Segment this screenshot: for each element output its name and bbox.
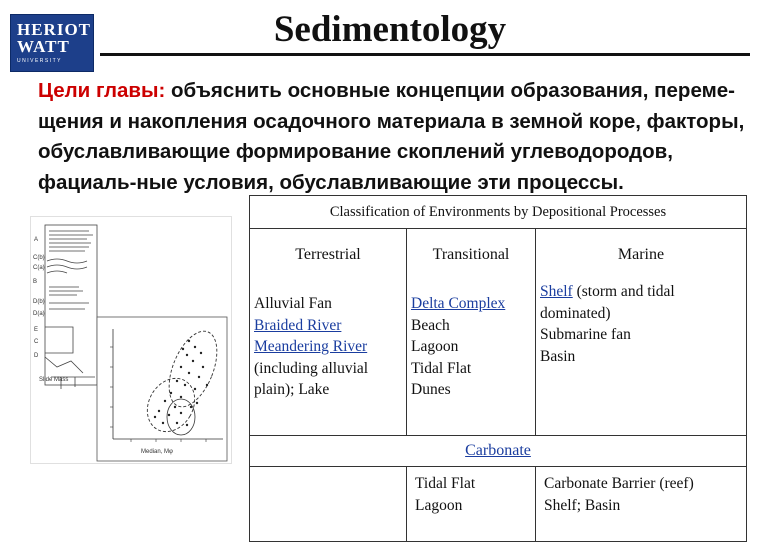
- sediment-diagram: [30, 216, 232, 464]
- env-dunes: Dunes: [411, 381, 451, 398]
- carbonate-transitional-cell: [407, 467, 536, 542]
- env-meandering-river-link[interactable]: Meandering River: [254, 338, 368, 355]
- carb-barrier: Carbonate Barrier (reef): [544, 475, 694, 492]
- chapter-goals-text: объяснить основные концепции образования, переме- щения и накопления осадочного материала в земной коре, факторы, обуславливающие формирование скоплений углеводородов, фациаль-ные условия, обуславливающие эти процессы.: [38, 79, 745, 194]
- env-basin: Basin: [540, 347, 576, 365]
- figure-label-b: B: [33, 279, 38, 285]
- figure-label-da: D(a): [33, 311, 45, 317]
- environment-classification-table: [249, 195, 747, 542]
- sediment-diagram-svg: [31, 217, 231, 463]
- logo-line-2: WATT: [17, 37, 70, 56]
- env-plain-lake: plain); Lake: [254, 381, 330, 398]
- scatter-panel: [97, 317, 227, 461]
- marine-cell: [536, 281, 747, 436]
- env-alluvial-fan: Alluvial Fan: [254, 295, 332, 312]
- chapter-goals-paragraph: [38, 76, 758, 198]
- env-tidal-flat: Tidal Flat: [411, 359, 472, 377]
- figure-label-cb: C(b): [33, 255, 45, 261]
- env-dominated: dominated): [540, 304, 611, 322]
- header-marine: Marine: [536, 229, 747, 282]
- logo-line-3: UNIVERSITY: [17, 58, 63, 64]
- env-submarine-fan: Submarine fan: [540, 326, 631, 343]
- transitional-cell: [407, 281, 536, 436]
- terrestrial-cell: [250, 281, 407, 436]
- header-transitional: Transitional: [407, 229, 536, 282]
- slide-title: Sedimentology: [273, 9, 507, 50]
- chapter-goals-label: Цели главы: [38, 79, 159, 102]
- carb-lagoon: Lagoon: [415, 497, 463, 514]
- env-shelf-note: (storm and tidal: [572, 283, 675, 300]
- figure-label-ca: C(a): [33, 265, 45, 271]
- logo-line-1: HERIOT: [17, 20, 92, 39]
- carbonate-row: [250, 436, 747, 467]
- stratigraphic-log: [45, 225, 97, 389]
- table-caption: Classification of Environments by Depositional Processes: [250, 196, 747, 229]
- figure-label-a: A: [34, 237, 39, 243]
- header-terrestrial: Terrestrial: [250, 229, 407, 282]
- carb-tidal-flat: Tidal Flat: [415, 475, 476, 492]
- figure-label-slide-mass: Slide Mass: [39, 377, 69, 383]
- env-shelf-link[interactable]: Shelf: [540, 283, 573, 300]
- env-beach: Beach: [411, 316, 450, 334]
- carbonate-terrestrial-cell: [250, 467, 407, 542]
- env-delta-complex-link[interactable]: Delta Complex: [411, 295, 506, 312]
- figure-label-db: D(b): [33, 299, 45, 305]
- carb-shelf-basin: Shelf; Basin: [544, 497, 621, 514]
- figure-label-d: D: [34, 353, 39, 359]
- carbonate-marine-cell: [536, 467, 747, 542]
- carbonate-link[interactable]: Carbonate: [465, 442, 531, 459]
- figure-axis-x-label: Median, Mφ: [141, 449, 173, 455]
- chapter-goals-colon: :: [158, 79, 166, 102]
- figure-label-c: C: [34, 339, 39, 345]
- env-lagoon: Lagoon: [411, 338, 459, 355]
- env-including-note: (including alluvial: [254, 359, 369, 377]
- figure-label-e: E: [34, 327, 39, 333]
- env-braided-river-link[interactable]: Braided River: [254, 316, 342, 334]
- title-underline: [100, 53, 750, 56]
